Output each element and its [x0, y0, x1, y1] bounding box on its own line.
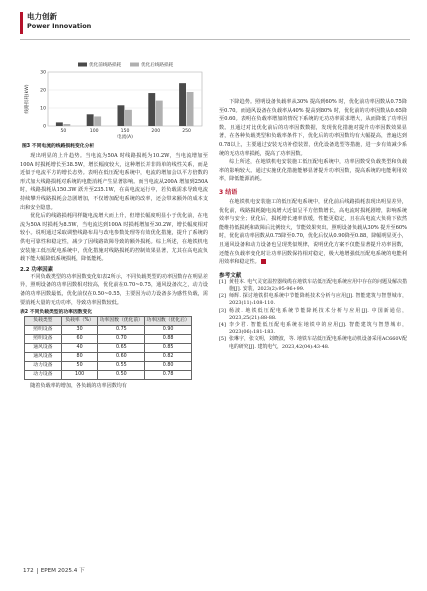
table-cell: 0.85	[145, 344, 192, 353]
bar	[118, 105, 125, 126]
bar	[187, 92, 194, 126]
reference-number: [3]	[219, 307, 226, 314]
bar	[125, 110, 132, 126]
table-header-cell: 负载率（%）	[61, 317, 98, 326]
power-factor-table	[24, 316, 192, 380]
bar	[87, 114, 94, 126]
references-title: 参考文献	[219, 272, 242, 279]
figure-caption: 图3 不同电流的线路损耗变化分析	[22, 144, 95, 149]
reference-item	[219, 308, 407, 322]
reference-number: [4]	[219, 321, 226, 328]
y-tick-label: 20	[40, 88, 46, 94]
table-cell: 80	[61, 353, 98, 362]
right-paragraph-1: 下降趋势。照明设备负载率从30% 提高到60% 时，优化前功率因数从0.75降至0.70。而通风设备在负载率从40% 提高到80% 时，优化前的功率因数从0.65降至0.60。表明在负载率增加的情况下系统的无功功率需求增大，从而降低了功率因数。且通过对比优化前后的功率因数数据，发现优化措施对提升功率因数效果显著，在各种负载类型和负载率条件下，优化后的功率因数均有大幅提高，普遍达到0.78以上，主要通过安装无功补偿装置，优化设备选型等措施，进一步有效减少系统的无功功率损耗，提高了功率因数。	[219, 99, 407, 157]
left-paragraph-4: 随着负载率的增加，各负载的功率因数均有	[30, 383, 127, 390]
reference-item	[219, 336, 407, 350]
table-row	[25, 362, 192, 371]
x-tick-label: 250	[182, 129, 191, 134]
table-cell: 30	[61, 326, 98, 335]
table-header-cell: 功率因数（优化后）	[145, 317, 192, 326]
table-cell: 通风设备	[25, 344, 62, 353]
table-cell: 0.60	[98, 353, 145, 362]
table-cell: 照明设备	[25, 335, 62, 344]
header-title: 电力创新	[27, 12, 57, 21]
bar	[179, 83, 186, 126]
table-row	[25, 326, 192, 335]
legend-label: 优化前线路损耗	[89, 63, 122, 69]
chart-svg	[20, 58, 210, 140]
y-axis-label: 线路损耗(kW)	[25, 84, 30, 114]
header-divider	[20, 39, 410, 40]
table-caption: 表2 不同负载类型的功率因数变化	[20, 310, 93, 316]
table-cell: 0.88	[145, 335, 192, 344]
x-axis-label: 电流(A)	[117, 135, 133, 140]
table-header-cell: 负载类型	[25, 317, 62, 326]
table-cell: 0.55	[98, 362, 145, 371]
right-column	[219, 98, 407, 351]
table-cell: 60	[61, 335, 98, 344]
y-tick-label: 30	[40, 70, 46, 76]
x-tick-label: 150	[120, 129, 130, 134]
end-mark-icon	[261, 259, 266, 264]
table-cell: 动力设备	[25, 371, 62, 380]
table-cell: 100	[61, 371, 98, 380]
table-cell: 0.75	[98, 326, 145, 335]
x-tick-label: 100	[89, 129, 99, 134]
table-cell: 照明设备	[25, 326, 62, 335]
page-number: 172	[20, 568, 38, 574]
table-header-row	[25, 317, 192, 326]
left-paragraph-1: 现出明显的上升趋势。当电流为50A 时线路损耗为10.2W，当电流增加至100A 时损耗增长至38.5W，增长幅度较大，这种增长并非简单的线性关系，而是近似于电流平方的增长态势。表明在低压配电系统中，电流的增加会以平方倍数的形式加大线路损耗对系统的电能消耗产生显著影响。而当电流从200A 增加到250A 时，线路损耗从150.3W 跃升至235.1W，在高电流运行中，若负载需求导致电流持续攀升线路损耗会急剧增加，不仅增加配电系统的改率，还会带来额外的成本支出和安全隐患。	[20, 153, 208, 211]
legend-swatch	[78, 63, 87, 67]
reference-text: 张琳宇，张文明，刘晓波，等. 地铁车站低压配电系统电动机设备采用AC660V配电的研究[J]. 建筑电气，2023,42(04):43-48.	[229, 336, 407, 350]
table-row	[25, 344, 192, 353]
left-paragraph-3: 不同负载类型的功率因数变化如表2所示，不同负载类型的功率因数存在明显差异，照明设备的功率因数相对较高，优化前在0.70~0.75，通风设备次之，动力设备的功率因数最低，优化前仅在0.50~0.55，主要因为动力设备多为感性负载，需要消耗大量的无功功率，导致功率因数较低。	[20, 273, 208, 306]
y-tick-label: 10	[40, 106, 46, 112]
table-row	[25, 371, 192, 380]
right-paragraph-3: 在地铁机电安装施工的低压配电系统中，优化前后线路损耗表现出明显差异，优化前，线路损耗随电流增大近似呈平方倍数增长，高电流时损耗剧增，影响系统效率与安全；优化后，损耗增长速率放缓，性能更稳定，且在高电流大负荷下依然能维持低损耗和故障后比例较大，节能效果突出。照明设备负载从30% 提升至60% 时，优化前功率因数从0.75降至0.70，优化后仅从0.90降至0.88，降幅明显更小，且通风设备和动力设备也呈现类似规律，说明优化方案不仅能显著提升功率因数，还能在负载率变化时让功率因数保持相对稳定，极大地增强低压配电系统的电能利用效率和稳定性。	[219, 198, 407, 266]
right-paragraph-2: 综上所述，在地铁机电安装施工低压配电系统中，功率因数受负载类型和负载率的影响较大。通过实施优化措施能够显著提升功率因数，提高系统的电能利用效率，降低能源消耗。	[219, 159, 407, 183]
table-header-cell: 功率因数（优化前）	[98, 317, 145, 326]
table-cell: 50	[61, 362, 98, 371]
reference-number: [1]	[219, 278, 226, 285]
x-tick-label: 50	[60, 129, 67, 134]
bar	[63, 124, 70, 126]
y-tick-label: 0	[43, 124, 46, 130]
left-column	[20, 152, 208, 391]
reference-text: 李少君. 智能低压配电系统在地铁中的应用[J]. 智能建筑与智慧城市，2023(06):181-183.	[229, 321, 407, 336]
reference-item	[219, 279, 407, 293]
section-heading-2-2: 2.2 功率因素	[20, 266, 53, 273]
table-cell: 0.90	[145, 326, 192, 335]
bar	[148, 93, 155, 126]
journal-issue: EPEM 2025.4 下	[40, 568, 85, 574]
table-cell: 0.50	[98, 371, 145, 380]
table-cell: 40	[61, 344, 98, 353]
table-cell: 0.70	[98, 335, 145, 344]
x-tick-label: 200	[151, 129, 161, 134]
table-cell: 动力设备	[25, 362, 62, 371]
header-accent-bar	[20, 12, 23, 34]
table-row	[25, 353, 192, 362]
table-cell: 0.80	[145, 362, 192, 371]
table-cell: 通风设备	[25, 353, 62, 362]
bar	[156, 101, 163, 126]
page-header	[20, 10, 410, 36]
reference-text: 黄桂本. 电气灵宽温控器线缆在地铁车站低压配电系统应用中存在的问题及解决措施[J]. 安装，2023(2):95-96+99.	[229, 278, 407, 292]
reference-number: [2]	[219, 293, 226, 300]
table-row	[25, 335, 192, 344]
section-heading-3: 3 结语	[219, 188, 238, 196]
header-subtitle: Power Innovation	[27, 22, 92, 30]
bar	[56, 122, 63, 126]
bar	[94, 116, 101, 126]
left-paragraph-2: 优化后的线路损耗同样随电流增大而上升，但增长幅度明显小于优化前，在电流为50A 时损耗为8.5W，当电流达到100A 时损耗增加至30.2W，增长幅度相对较小。说明通过采取调整线路布局与改电参数处理等有效优化措施，提升了系统的供电可靠性和稳定性，减少了因线路故障导致的额外损耗。综上所述，在地铁机电安装施工低压配电系统中，优化措施对线路损耗的控制效果显著，尤其在高电流负载下能大幅降低系统损耗，降低能耗。	[20, 213, 208, 263]
legend-label: 优化后线路损耗	[141, 63, 174, 69]
reference-number: [5]	[219, 336, 226, 343]
reference-text: 杨波. 地铁低压配电系统节能降耗技术分析与应用[J]. 中国新通信，2023,25(21):88-88.	[229, 307, 407, 321]
table-cell: 0.82	[145, 353, 192, 362]
table-cell: 0.78	[145, 371, 192, 380]
page-footer	[20, 566, 85, 574]
table-cell: 0.65	[98, 344, 145, 353]
reference-text: 师辉. 探讨地铁供电系统中节能降耗技术分析与应用[J]. 智能建筑与智慧城市，2023(11):108-110.	[229, 293, 407, 307]
loss-bar-chart	[20, 58, 210, 140]
legend-swatch	[130, 63, 139, 67]
reference-item	[219, 293, 407, 307]
reference-item	[219, 322, 407, 336]
